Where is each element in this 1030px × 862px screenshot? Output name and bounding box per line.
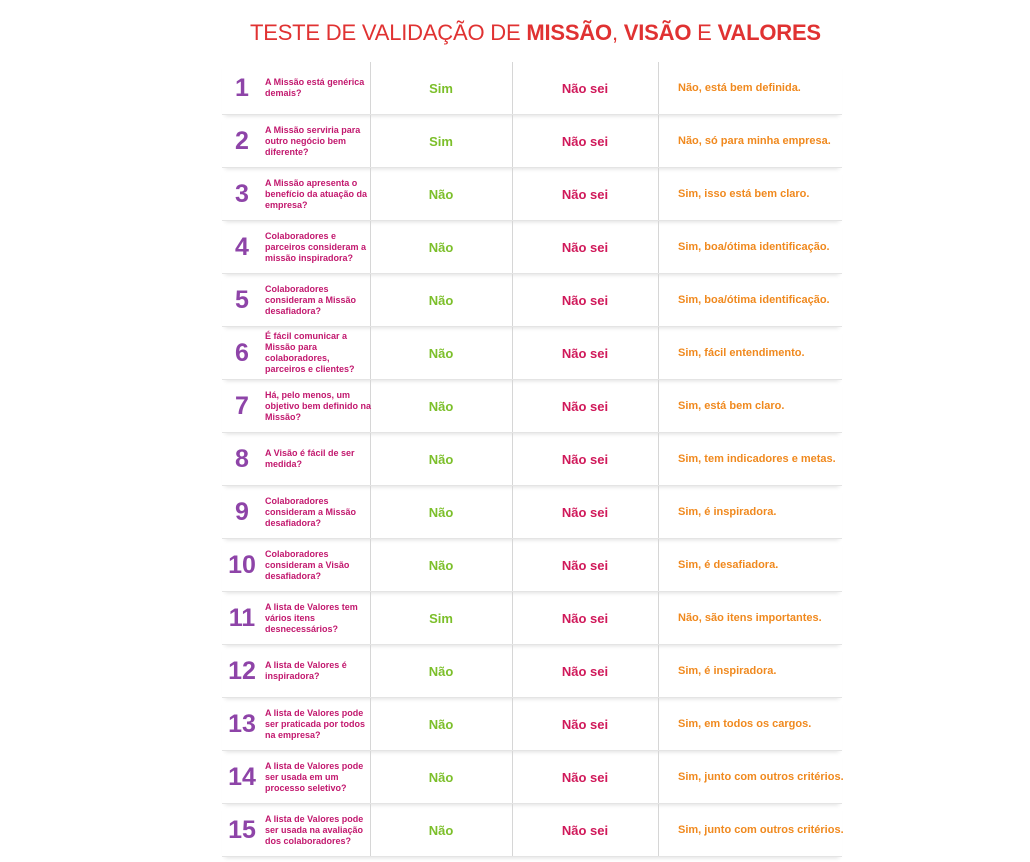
answer-option-2: Não sei bbox=[561, 133, 609, 149]
answer-option-1: Sim bbox=[429, 133, 453, 149]
column-divider bbox=[658, 539, 659, 591]
answer-option-3: Sim, junto com outros critérios. bbox=[678, 823, 844, 836]
answer-option-3: Não, são itens importantes. bbox=[678, 611, 822, 624]
answer-option-2: Não sei bbox=[561, 292, 609, 308]
answer-option-3: Sim, boa/ótima identificação. bbox=[678, 293, 830, 306]
column-divider bbox=[658, 115, 659, 167]
answer-option-1: Não bbox=[428, 292, 454, 308]
answer-option-2: Não sei bbox=[561, 769, 609, 785]
answer-option-3: Não, só para minha empresa. bbox=[678, 134, 831, 147]
page-title bbox=[250, 20, 821, 46]
column-divider bbox=[658, 486, 659, 538]
answer-option-1: Não bbox=[428, 451, 454, 467]
table-row bbox=[222, 804, 842, 857]
question-number: 10 bbox=[228, 550, 256, 579]
question-text: A Missão serviria para outro negócio bem diferente? bbox=[265, 124, 361, 157]
answer-option-3: Sim, fácil entendimento. bbox=[678, 346, 805, 359]
question-text: A Missão está genérica demais? bbox=[265, 77, 365, 98]
question-text: Colaboradores consideram a Visão desafiadora? bbox=[265, 548, 350, 581]
answer-option-2: Não sei bbox=[561, 663, 609, 679]
column-divider bbox=[658, 804, 659, 856]
question-text: A Visão é fácil de ser medida? bbox=[265, 448, 355, 469]
title-visao: VISÃO bbox=[623, 20, 692, 45]
table-row bbox=[222, 751, 842, 804]
table-row bbox=[222, 168, 842, 221]
table-row bbox=[222, 486, 842, 539]
table-row bbox=[222, 221, 842, 274]
question-number: 12 bbox=[228, 656, 256, 685]
question-text: A lista de Valores tem vários itens desnecessários? bbox=[265, 601, 358, 634]
answer-option-2: Não sei bbox=[561, 716, 609, 732]
answer-option-1: Sim bbox=[429, 80, 453, 96]
answer-option-2: Não sei bbox=[561, 504, 609, 520]
answer-option-1: Sim bbox=[429, 610, 453, 626]
table-row bbox=[222, 327, 842, 380]
table-row bbox=[222, 592, 842, 645]
question-number: 2 bbox=[235, 126, 249, 155]
title-valores: VALORES bbox=[717, 20, 821, 45]
table-row bbox=[222, 698, 842, 751]
answer-option-1: Não bbox=[428, 663, 454, 679]
title-conjunction: E bbox=[691, 20, 718, 45]
answer-option-2: Não sei bbox=[561, 610, 609, 626]
question-text: A lista de Valores pode ser praticada por todos na empresa? bbox=[265, 707, 366, 740]
question-number: 4 bbox=[235, 232, 249, 261]
column-divider bbox=[658, 592, 659, 644]
question-text: Há, pelo menos, um objetivo bem definido na Missão? bbox=[265, 389, 372, 422]
title-separator: , bbox=[611, 20, 624, 45]
column-divider bbox=[658, 698, 659, 750]
question-text: A lista de Valores pode ser usada na avaliação dos colaboradores? bbox=[265, 813, 364, 846]
question-number: 9 bbox=[235, 497, 249, 526]
answer-option-1: Não bbox=[428, 557, 454, 573]
question-number: 13 bbox=[228, 709, 256, 738]
answer-option-1: Não bbox=[428, 398, 454, 414]
table-row bbox=[222, 62, 842, 115]
question-text: Colaboradores e parceiros consideram a missão inspiradora? bbox=[265, 230, 367, 263]
answer-option-3: Sim, em todos os cargos. bbox=[678, 717, 812, 730]
answer-option-2: Não sei bbox=[561, 239, 609, 255]
answer-option-2: Não sei bbox=[561, 398, 609, 414]
answer-option-2: Não sei bbox=[561, 186, 609, 202]
title-prefix: TESTE DE VALIDAÇÃO DE bbox=[250, 20, 527, 45]
column-divider bbox=[658, 645, 659, 697]
table-row bbox=[222, 380, 842, 433]
question-text: A lista de Valores é inspiradora? bbox=[265, 660, 347, 681]
answer-option-3: Sim, boa/ótima identificação. bbox=[678, 240, 830, 253]
question-number: 5 bbox=[235, 285, 249, 314]
answer-option-3: Sim, é inspiradora. bbox=[678, 664, 777, 677]
column-divider bbox=[658, 168, 659, 220]
question-text: Colaboradores consideram a Missão desafiadora? bbox=[265, 495, 357, 528]
answer-option-3: Sim, junto com outros critérios. bbox=[678, 770, 844, 783]
question-number: 15 bbox=[228, 815, 256, 844]
question-number: 7 bbox=[235, 391, 249, 420]
column-divider bbox=[658, 221, 659, 273]
table-row bbox=[222, 433, 842, 486]
answer-option-2: Não sei bbox=[561, 557, 609, 573]
answer-option-3: Sim, isso está bem claro. bbox=[678, 187, 810, 200]
table-row bbox=[222, 645, 842, 698]
answer-option-1: Não bbox=[428, 345, 454, 361]
question-number: 1 bbox=[235, 73, 249, 102]
answer-option-1: Não bbox=[428, 239, 454, 255]
question-text: A Missão apresenta o benefício da atuação da empresa? bbox=[265, 177, 368, 210]
column-divider bbox=[658, 380, 659, 432]
column-divider bbox=[658, 751, 659, 803]
table-row bbox=[222, 539, 842, 592]
question-number: 8 bbox=[235, 444, 249, 473]
answer-option-1: Não bbox=[428, 504, 454, 520]
answer-option-3: Sim, é desafiadora. bbox=[678, 558, 779, 571]
answer-option-1: Não bbox=[428, 769, 454, 785]
answer-option-2: Não sei bbox=[561, 80, 609, 96]
answer-option-2: Não sei bbox=[561, 345, 609, 361]
column-divider bbox=[658, 62, 659, 114]
answer-option-1: Não bbox=[428, 716, 454, 732]
answer-option-2: Não sei bbox=[561, 822, 609, 838]
table-row bbox=[222, 274, 842, 327]
column-divider bbox=[658, 433, 659, 485]
answer-option-3: Sim, está bem claro. bbox=[678, 399, 785, 412]
answer-option-1: Não bbox=[428, 822, 454, 838]
validation-table bbox=[222, 62, 842, 857]
answer-option-1: Não bbox=[428, 186, 454, 202]
title-missao: MISSÃO bbox=[526, 20, 612, 45]
table-row bbox=[222, 115, 842, 168]
question-number: 14 bbox=[228, 762, 256, 791]
question-number: 11 bbox=[228, 603, 256, 632]
answer-option-3: Não, está bem definida. bbox=[678, 81, 801, 94]
answer-option-3: Sim, é inspiradora. bbox=[678, 505, 777, 518]
answer-option-2: Não sei bbox=[561, 451, 609, 467]
column-divider bbox=[658, 274, 659, 326]
question-text: É fácil comunicar a Missão para colaboradores, parceiros e clientes? bbox=[265, 331, 355, 374]
question-number: 3 bbox=[235, 179, 249, 208]
column-divider bbox=[658, 327, 659, 379]
question-text: Colaboradores consideram a Missão desafiadora? bbox=[265, 283, 357, 316]
question-text: A lista de Valores pode ser usada em um processo seletivo? bbox=[265, 760, 364, 793]
answer-option-3: Sim, tem indicadores e metas. bbox=[678, 452, 836, 465]
question-number: 6 bbox=[235, 338, 249, 367]
